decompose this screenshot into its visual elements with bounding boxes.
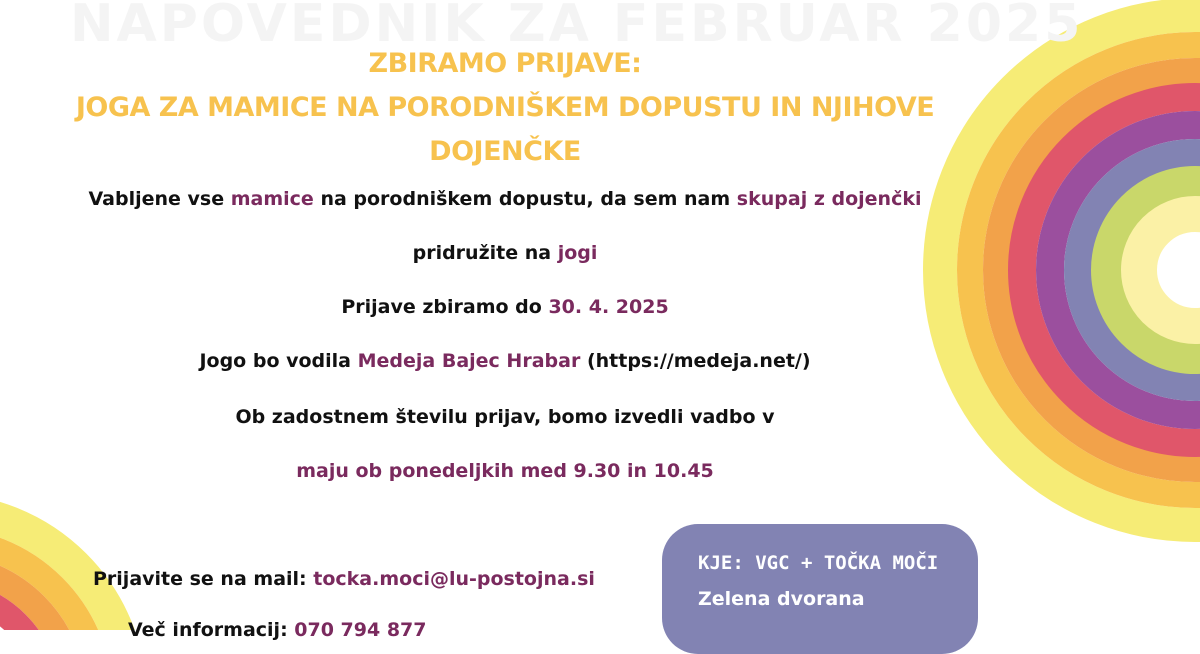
join-line xyxy=(0,242,1010,264)
heading-line-3: DOJENČKE xyxy=(429,136,581,167)
instructor-text: Jogo bo vodila xyxy=(199,350,358,372)
deadline-date: 30. 4. 2025 xyxy=(548,296,669,318)
location-room: Zelena dvorana xyxy=(698,588,865,610)
invite-line xyxy=(0,188,1010,210)
condition-line: Ob zadostnem številu prijav, bomo izvedli vadbo v xyxy=(235,406,775,428)
location-box xyxy=(662,524,978,654)
invite-highlight-mamice: mamice xyxy=(230,188,314,210)
rainbow-band-pale xyxy=(1139,214,1200,326)
location-title: KJE: VGC + TOČKA MOČI xyxy=(698,552,939,574)
instructor-line xyxy=(0,350,1010,372)
instructor-url: (https://medeja.net/) xyxy=(580,350,811,372)
ghost-title: NAPOVEDNIK ZA FEBRUAR 2025 xyxy=(70,0,1084,54)
phone-label: Več informacij: xyxy=(128,619,295,641)
mail-link[interactable]: tocka.moci@lu-postojna.si xyxy=(313,568,595,590)
join-text: pridružite na xyxy=(412,242,558,264)
mail-label: Prijavite se na mail: xyxy=(93,568,314,590)
instructor-name: Medeja Bajec Hrabar xyxy=(357,350,581,372)
invite-text-1: Vabljene vse xyxy=(88,188,231,210)
deadline-text: Prijave zbiramo do xyxy=(341,296,549,318)
heading-line-1: ZBIRAMO PRIJAVE: xyxy=(368,48,642,79)
phone-line xyxy=(128,619,427,641)
phone-link[interactable]: 070 794 877 xyxy=(294,619,427,641)
deadline-line xyxy=(0,296,1010,318)
invite-text-2: na porodniškem dopustu, da sem nam xyxy=(313,188,737,210)
mail-line xyxy=(93,568,595,590)
heading-line-2: JOGA ZA MAMICE NA PORODNIŠKEM DOPUSTU IN NJIHOVE xyxy=(75,92,935,123)
invite-highlight-babies: skupaj z dojenčki xyxy=(736,188,922,210)
join-highlight-yoga: jogi xyxy=(557,242,598,264)
schedule-line: maju ob ponedeljkih med 9.30 in 10.45 xyxy=(296,460,714,482)
